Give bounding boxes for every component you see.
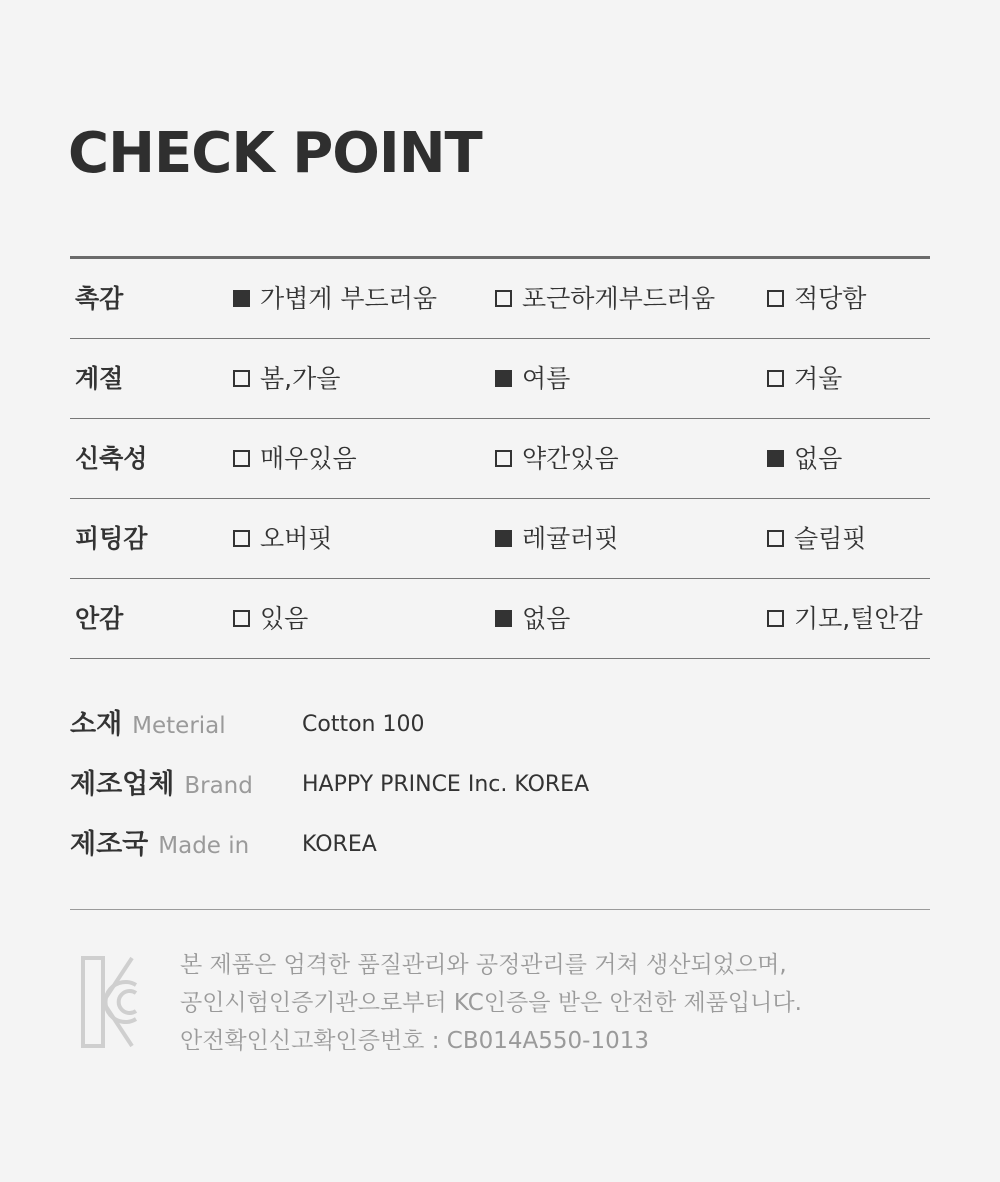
checkbox-icon — [767, 290, 784, 307]
row-label: 신축성 — [75, 444, 148, 473]
certification-notice — [180, 946, 802, 1060]
spec-value: Cotton 100 — [302, 712, 425, 737]
option: 겨울 — [767, 339, 842, 418]
option: 매우있음 — [233, 419, 357, 498]
option: 가볍게 부드러움 — [233, 259, 437, 338]
page-title: CHECK POINT — [68, 121, 482, 186]
option: 있음 — [233, 579, 308, 658]
option: 포근하게부드러움 — [495, 259, 715, 338]
spec-label-en: Brand — [184, 773, 253, 799]
row-label: 계절 — [75, 364, 124, 393]
checkbox-icon — [233, 370, 250, 387]
option: 슬림핏 — [767, 499, 866, 578]
spec-origin — [70, 820, 377, 870]
row-label: 안감 — [75, 604, 124, 633]
checkbox-icon — [495, 610, 512, 627]
checkbox-icon — [233, 450, 250, 467]
checkbox-icon — [495, 370, 512, 387]
checkbox-icon — [233, 610, 250, 627]
certification-line: 공인시험인증기관으로부터 KC인증을 받은 안전한 제품입니다. — [180, 990, 802, 1016]
spec-label: 소재 — [70, 709, 123, 740]
checkbox-icon — [767, 450, 784, 467]
certification-line: 본 제품은 엄격한 품질관리와 공정관리를 거쳐 생산되었으며, — [180, 952, 787, 978]
spec-label-en: Meterial — [132, 713, 226, 739]
checkbox-icon — [767, 370, 784, 387]
spec-brand — [70, 760, 590, 810]
option: 레귤러핏 — [495, 499, 619, 578]
checkbox-icon — [767, 610, 784, 627]
kc-mark-icon — [80, 955, 142, 1049]
checkbox-icon — [233, 530, 250, 547]
checkpoint-row-season — [70, 339, 930, 419]
option: 약간있음 — [495, 419, 619, 498]
checkbox-icon — [495, 290, 512, 307]
checkbox-icon — [767, 530, 784, 547]
checkpoint-row-fit — [70, 499, 930, 579]
checkpoint-table — [70, 256, 930, 659]
option: 없음 — [495, 579, 570, 658]
option: 봄,가을 — [233, 339, 340, 418]
spec-label: 제조업체 — [70, 769, 175, 800]
checkpoint-row-touch — [70, 259, 930, 339]
row-label: 촉감 — [75, 284, 124, 313]
row-label: 피팅감 — [75, 524, 148, 553]
spec-material — [70, 700, 425, 750]
option: 여름 — [495, 339, 570, 418]
divider — [70, 909, 930, 910]
checkbox-icon — [495, 530, 512, 547]
checkpoint-row-stretch — [70, 419, 930, 499]
spec-value: HAPPY PRINCE Inc. KOREA — [302, 772, 590, 797]
spec-label-en: Made in — [158, 833, 250, 859]
spec-value: KOREA — [302, 832, 377, 857]
option: 없음 — [767, 419, 842, 498]
option: 적당함 — [767, 259, 866, 338]
spec-label: 제조국 — [70, 829, 149, 860]
option: 기모,털안감 — [767, 579, 923, 658]
checkpoint-row-lining — [70, 579, 930, 659]
option: 오버핏 — [233, 499, 332, 578]
certification-number: 안전확인신고확인증번호 : CB014A550-1013 — [180, 1028, 649, 1054]
checkbox-icon — [233, 290, 250, 307]
checkbox-icon — [495, 450, 512, 467]
